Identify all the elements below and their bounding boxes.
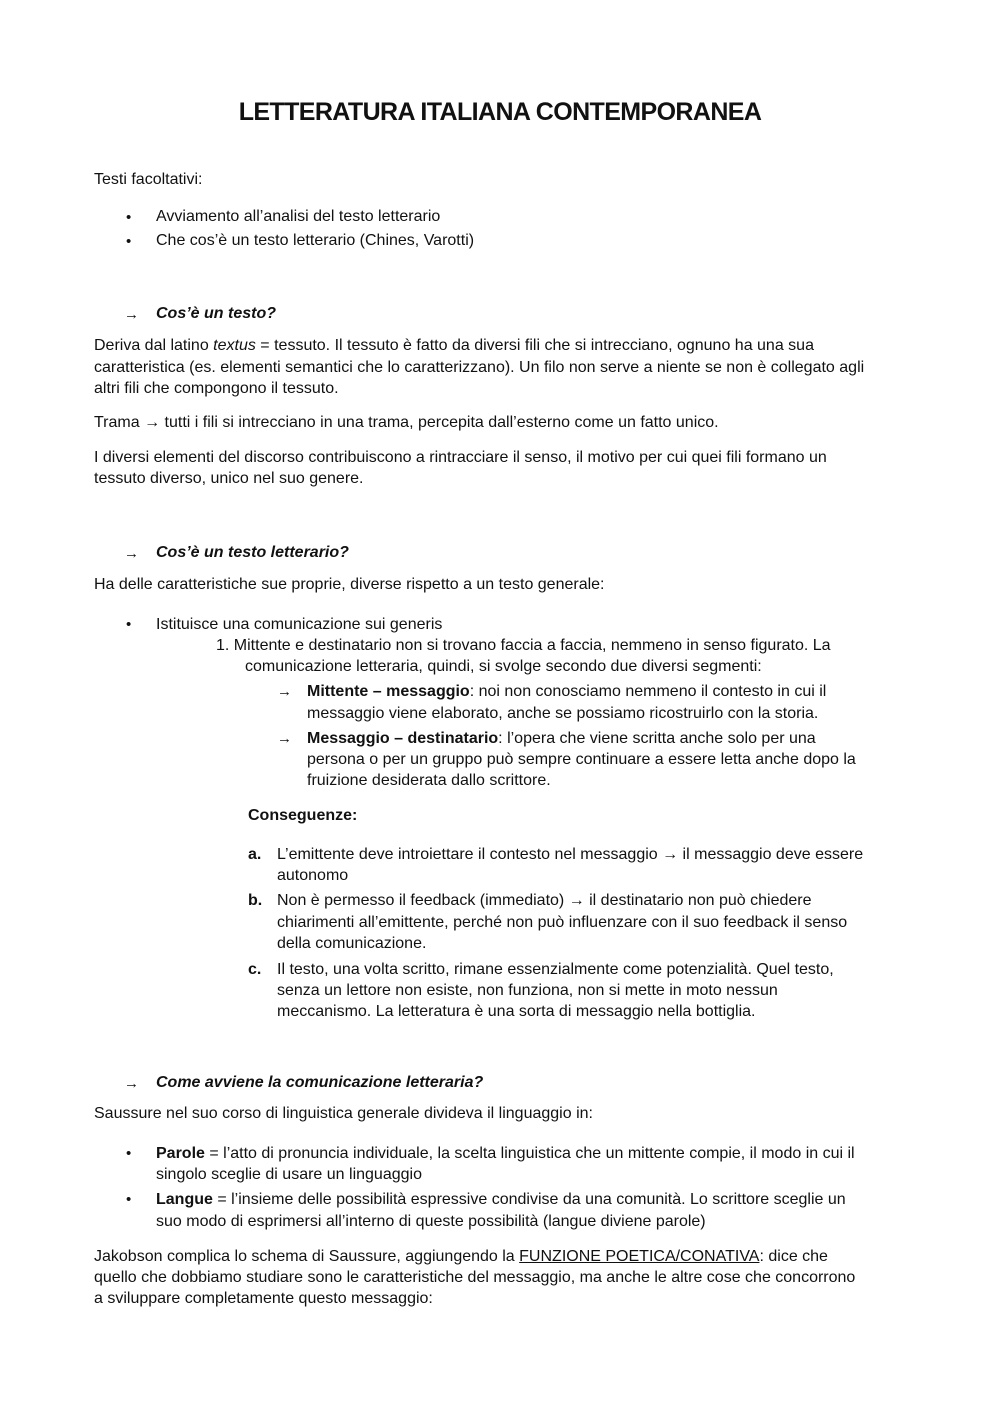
sub-item: persona o per un gruppo può sempre continuare a essere letta anche dopo la (307, 751, 856, 768)
arrow-icon: → (124, 1075, 139, 1092)
paragraph-line: caratteristica (es. elementi semantici che lo caratterizzano). Un filo non serve a niente se non è collegato agli (94, 359, 865, 376)
paragraph-line: Saussure nel suo corso di linguistica generale divideva il linguaggio in: (94, 1105, 593, 1122)
arrow-icon: → (277, 730, 292, 747)
document-title: LETTERATURA ITALIANA CONTEMPORANEA (238, 98, 762, 126)
list-marker: a. (248, 846, 262, 863)
consequence-item: meccanismo. La letteratura è una sorta di messaggio nella bottiglia. (277, 1003, 756, 1020)
section-heading: Cos’è un testo letterario? (156, 544, 349, 561)
paragraph-line: Jakobson complica lo schema di Saussure, aggiungendo la FUNZIONE POETICA/CONATIVA: dice che (94, 1248, 828, 1265)
consequence-item: Il testo, una volta scritto, rimane essenzialmente come potenzialità. Quel testo, (277, 961, 834, 978)
paragraph-line: quello che dobbiamo studiare sono le caratteristiche del messaggio, ma anche le altre cose che concorrono (94, 1269, 856, 1286)
numbered-item: comunicazione letteraria, quindi, si svolge secondo due diversi segmenti: (245, 658, 762, 675)
list-item: singolo sceglie di usare un linguaggio (156, 1166, 422, 1183)
consequence-item: autonomo (277, 867, 349, 884)
section-heading: Come avviene la comunicazione letteraria? (156, 1074, 484, 1091)
consequence-item: senza un lettore non esiste, non funziona, non si mette in moto nessun (277, 982, 778, 999)
paragraph-line: altri fili che compongono il tessuto. (94, 380, 339, 397)
list-item: suo modo di esprimersi all’interno di queste possibilità (langue diviene parole) (156, 1213, 706, 1230)
optional-texts-label: Testi facoltativi: (94, 171, 203, 188)
sub-item: Mittente – messaggio: noi non conosciamo nemmeno il contesto in cui il (307, 683, 827, 700)
consequence-item: Non è permesso il feedback (immediato) → il destinatario non può chiedere (277, 892, 812, 909)
consequence-item: L’emittente deve introiettare il contesto nel messaggio → il messaggio deve essere (277, 846, 864, 863)
list-marker: c. (248, 961, 262, 978)
numbered-item: 1. Mittente e destinatario non si trovano faccia a faccia, nemmeno in senso figurato. La (216, 637, 831, 654)
bullet-icon: • (126, 209, 132, 226)
sub-item: messaggio viene elaborato, anche se possiamo ricostruirlo con la storia. (307, 705, 819, 722)
consequence-item: della comunicazione. (277, 935, 427, 952)
paragraph-line: I diversi elementi del discorso contribuiscono a rintracciare il senso, il motivo per cui quei fili formano un (94, 449, 827, 466)
list-item: Parole = l’atto di pronuncia individuale, la scelta linguistica che un mittente compie, il modo in cui il (156, 1145, 855, 1162)
paragraph-line: tessuto diverso, unico nel suo genere. (94, 470, 364, 487)
list-item: Langue = l’insieme delle possibilità espressive condivise da una comunità. Lo scrittore sceglie un (156, 1191, 846, 1208)
bullet-icon: • (126, 1145, 132, 1162)
list-item: Istituisce una comunicazione sui generis (156, 616, 443, 633)
bullet-icon: • (126, 1191, 132, 1208)
underlined-term: FUNZIONE POETICA/CONATIVA (519, 1248, 760, 1265)
paragraph-line: a sviluppare completamente questo messaggio: (94, 1290, 433, 1307)
paragraph-line: Trama → tutti i fili si intrecciano in una trama, percepita dall’esterno come un fatto unico. (94, 414, 719, 431)
section-heading: Cos’è un testo? (156, 305, 277, 322)
sub-item: Messaggio – destinatario: l’opera che viene scritta anche solo per una (307, 730, 816, 747)
bullet-icon: • (126, 233, 132, 250)
sub-item: fruizione desiderata dallo scrittore. (307, 772, 551, 789)
paragraph-line: Ha delle caratteristiche sue proprie, diverse rispetto a un testo generale: (94, 576, 605, 593)
consequence-item: chiarimenti all’emittente, perché non può influenzare con il suo feedback il senso (277, 914, 848, 931)
bullet-icon: • (126, 616, 132, 633)
optional-text-item: Che cos’è un testo letterario (Chines, Varotti) (156, 232, 475, 249)
list-marker: b. (248, 892, 263, 909)
arrow-icon: → (124, 545, 139, 562)
optional-text-item: Avviamento all’analisi del testo letterario (156, 208, 441, 225)
arrow-icon: → (277, 683, 292, 700)
paragraph-line: Deriva dal latino textus = tessuto. Il tessuto è fatto da diversi fili che si intrecciano, ognuno ha una sua (94, 337, 814, 354)
consequences-heading: Conseguenze: (248, 807, 358, 824)
arrow-icon: → (124, 306, 139, 323)
